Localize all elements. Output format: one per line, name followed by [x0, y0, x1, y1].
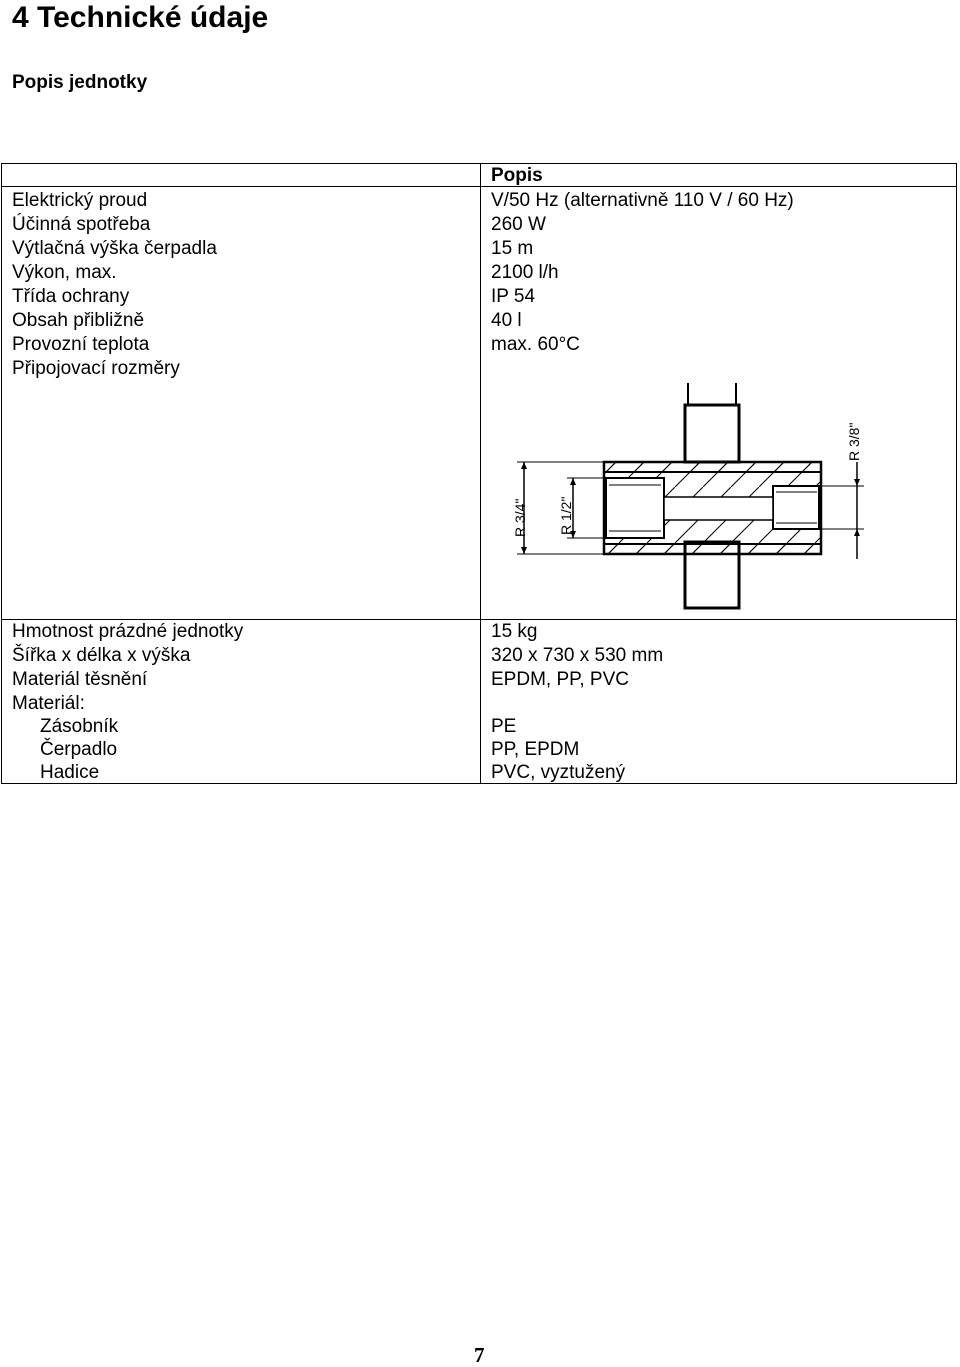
- spec-label: Materiál těsnění: [12, 669, 148, 690]
- spec-value: 15 kg: [491, 621, 538, 642]
- spec-value: PP, EPDM: [491, 739, 580, 760]
- connection-drawing: [479, 207, 879, 627]
- spec-label: Elektrický proud: [12, 190, 148, 211]
- spec-label: Výkon, max.: [12, 262, 117, 283]
- dimension-label: R 3/4": [512, 498, 528, 537]
- spec-value: EPDM, PP, PVC: [491, 669, 629, 690]
- spec-label: Účinná spotřeba: [12, 214, 151, 235]
- spec-label: Hmotnost prázdné jednotky: [12, 621, 244, 642]
- spec-value: max. 60°C: [491, 334, 580, 355]
- spec-value: IP 54: [491, 286, 536, 307]
- page-title: 4 Technické údaje: [12, 1, 269, 34]
- dimension-label: R 3/8": [846, 422, 862, 461]
- section-title: Popis jednotky: [12, 72, 148, 93]
- table-divider: [2, 186, 956, 187]
- spec-label: Výtlačná výška čerpadla: [12, 238, 217, 259]
- spec-label: Čerpadlo: [40, 739, 118, 760]
- top-stub-shape: [685, 405, 739, 462]
- spec-value: 260 W: [491, 214, 546, 235]
- spec-label: Provozní teplota: [12, 334, 150, 355]
- spec-value: PE: [491, 716, 517, 737]
- spec-label: Připojovací rozměry: [12, 358, 180, 379]
- spec-label: Zásobník: [40, 716, 119, 737]
- spec-value: 15 m: [491, 238, 534, 259]
- spec-value: 40 l: [491, 310, 522, 331]
- spec-value: 320 x 730 x 530 mm: [491, 645, 664, 666]
- spec-label: Materiál:: [12, 693, 85, 714]
- spec-label: Šířka x délka x výška: [12, 645, 191, 666]
- dimension-label: R 1/2": [558, 496, 574, 535]
- spec-label: Třída ochrany: [12, 286, 130, 307]
- spec-label: Hadice: [40, 762, 100, 783]
- page-number: 7: [474, 1343, 485, 1367]
- spec-value: V/50 Hz (alternativně 110 V / 60 Hz): [491, 190, 794, 211]
- spec-value: PVC, vyztužený: [491, 762, 626, 783]
- left-socket-shape: [606, 478, 664, 538]
- spec-label: Obsah přibližně: [12, 310, 145, 331]
- column-header: Popis: [491, 165, 543, 186]
- spec-value: 2100 l/h: [491, 262, 559, 283]
